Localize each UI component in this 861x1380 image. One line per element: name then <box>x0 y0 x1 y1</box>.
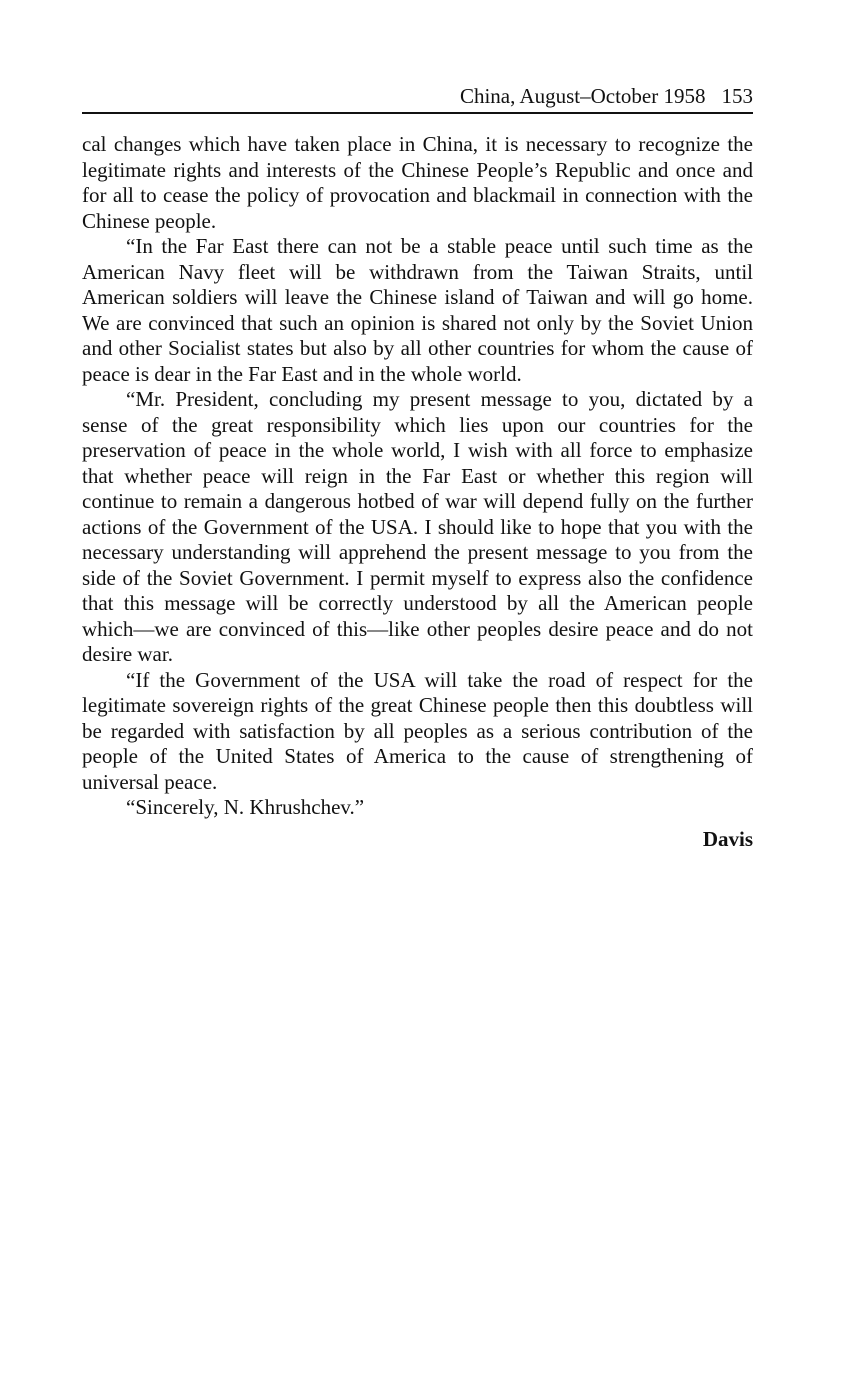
document-page <box>82 82 753 852</box>
signature: Davis <box>702 826 753 851</box>
paragraph-mr-president: “Mr. President, concluding my present message to you, dictated by a sense of the great responsibility which lies upon our countries for the preservation of peace in the whole world, I wish with all force to emphasize that whether peace will reign in the Far East or whether this region will continue to remain a dangerous hotbed of war will depend fully on the further actions of the Government of the USA. I should like to hope that you with the necessary understanding will apprehend the present message to you from the side of the Soviet Government. I permit myself to express also the confidence that this message will be correctly understood by all the American people which—we are convinced of this—like other peoples desire peace and do not desire war. <box>82 387 753 666</box>
paragraph-far-east: “In the Far East there can not be a stable peace until such time as the American Navy fleet will be withdrawn from the Taiwan Straits, until American soldiers will leave the Chinese island of Taiwan and will go home. We are convinced that such an opinion is shared not only by the Soviet Union and other Socialist states but also by all other countries for whom the cause of peace is dear in the Far East and in the whole world. <box>82 234 753 386</box>
paragraph-continuation: cal changes which have taken place in China, it is necessary to recognize the legitimate rights and interests of the Chinese People’s Republic and once and for all to cease the policy of provocation and blackmail in connection with the Chinese people. <box>82 132 753 233</box>
closing-salutation: “Sincerely, N. Khrushchev.” <box>126 795 365 819</box>
running-title: China, August–October 1958 <box>459 84 706 108</box>
body-text <box>82 132 753 821</box>
paragraph-government-usa: “If the Government of the USA will take the road of respect for the legitimate sovereign rights of the great Chinese people then this doubtless will be regarded with satisfaction by all peoples as a serious contribution of the people of the United States of America to the cause of strengthening of universal peace. <box>82 667 753 794</box>
page-number: 153 <box>721 84 753 108</box>
running-header <box>82 82 753 114</box>
